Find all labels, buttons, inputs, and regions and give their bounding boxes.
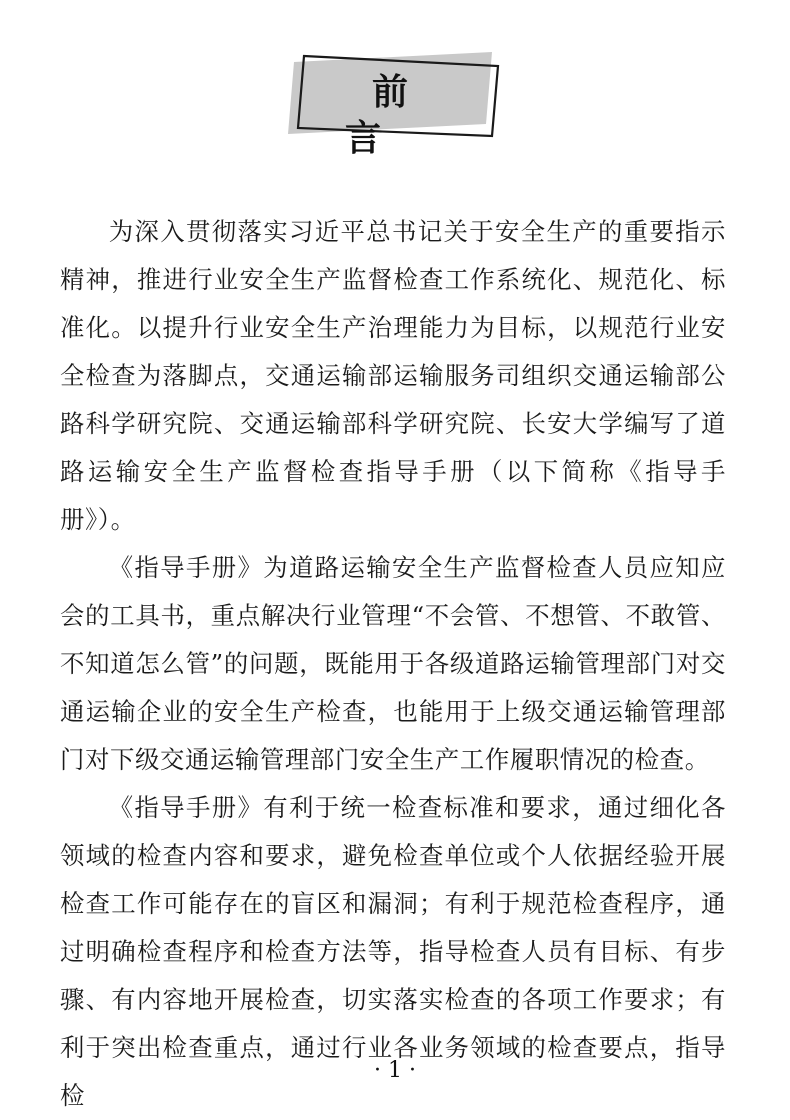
paragraph: 《指导手册》为道路运输安全生产监督检查人员应知应会的工具书，重点解决行业管理“不会管、不想管、不敢管、不知道怎么管”的问题，既能用于各级道路运输管理部门对交通运输企业的安全生产检查，也能用于上级交通运输管理部门对下级交通运输管理部门安全生产工作履职情况的检查。 bbox=[60, 553, 726, 774]
title-banner bbox=[280, 50, 643, 159]
page-number: · 1 · bbox=[374, 1058, 416, 1083]
body-text bbox=[60, 208, 726, 1120]
paragraph: 为深入贯彻落实习近平总书记关于安全生产的重要指示精神，推进行业安全生产监督检查工作系统化、规范化、标准化。以提升行业安全生产治理能力为目标，以规范行业安全检查为落脚点，交通运输部运输服务司组织交通运输部公路科学研究院、交通运输部科学研究院、长安大学编写了道路运输安全生产监督检查指导手册（以下简称《指导手册》）。 bbox=[60, 217, 726, 534]
paragraph: 《指导手册》有利于统一检查标准和要求，通过细化各领域的检查内容和要求，避免检查单位或个人依据经验开展检查工作可能存在的盲区和漏洞；有利于规范检查程序，通过明确检查程序和检查方法等，指导检查人员有目标、有步骤、有内容地开展检查，切实落实检查的各项工作要求；有利于突出检查重点，通过行业各业务领域的检查要点，指导检 bbox=[60, 793, 726, 1110]
page-title: 前 言 bbox=[344, 72, 643, 159]
